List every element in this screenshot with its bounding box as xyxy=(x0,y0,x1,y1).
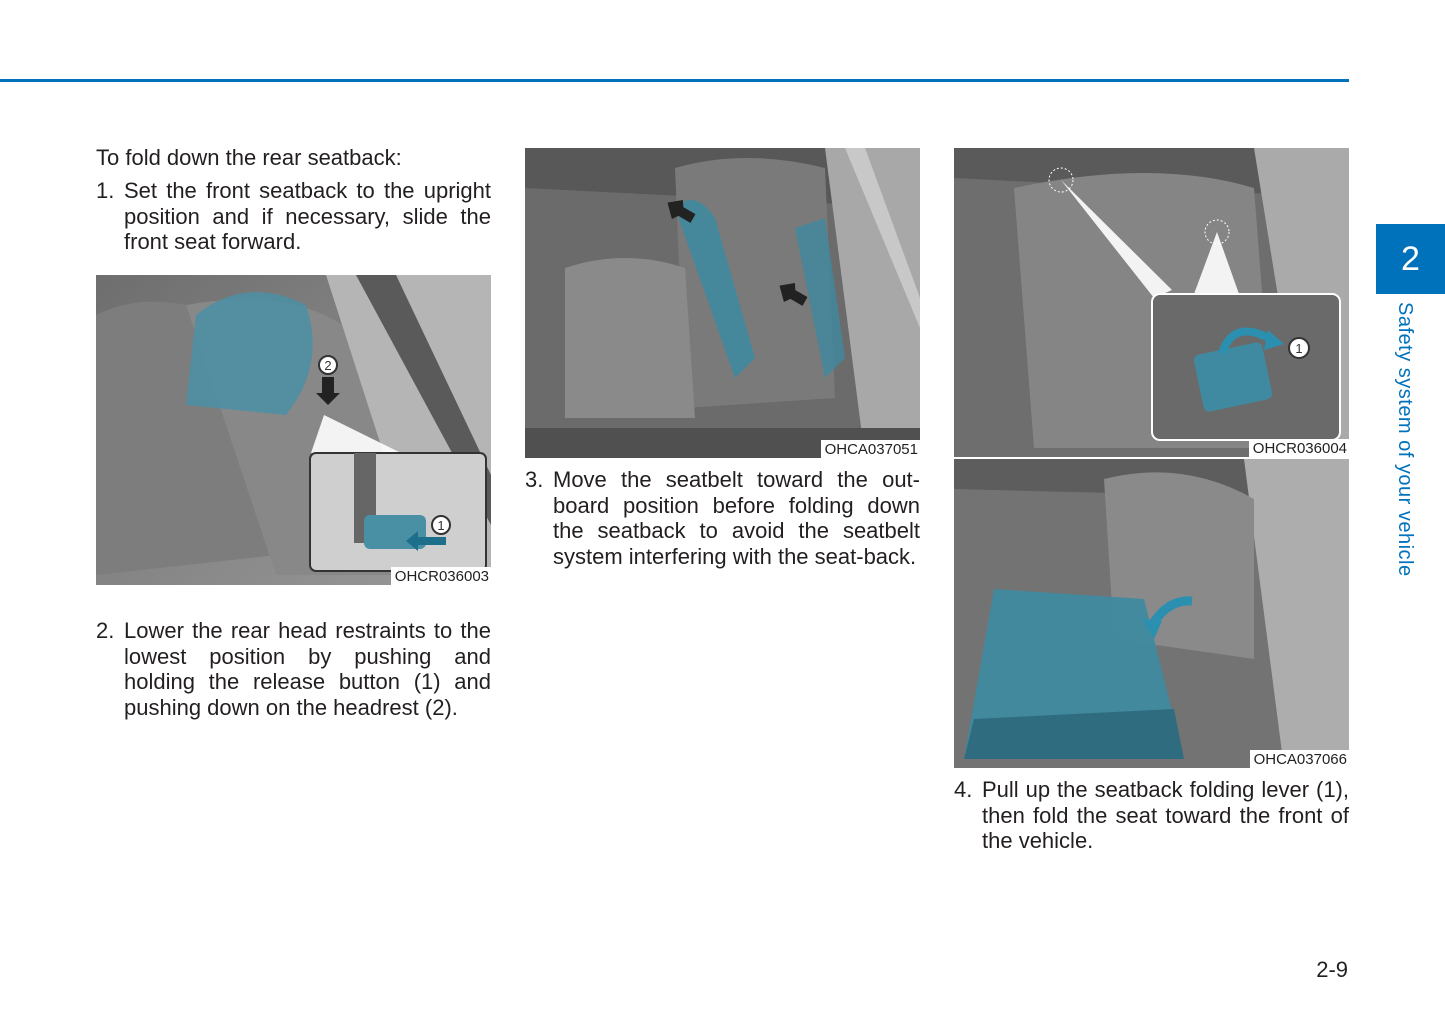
step-3 xyxy=(525,467,920,569)
chapter-number: 2 xyxy=(1401,239,1420,278)
callout-1: 1 xyxy=(437,518,445,533)
step-4 xyxy=(954,777,1349,854)
figure-code: OHCR036003 xyxy=(391,567,491,585)
chapter-title: Safety system of your vehicle xyxy=(1394,302,1416,577)
figure-folding-lever-illustration xyxy=(954,148,1349,457)
callout-2: 2 xyxy=(324,358,332,373)
step-3-text: Move the seatbelt toward the out-board position before folding down the seatback to avoid the seatbelt system interfering with the seat-back. xyxy=(553,467,920,569)
figure-headrest-illustration xyxy=(96,275,491,585)
figure-code: OHCA037066 xyxy=(1250,750,1349,768)
chapter-tab[interactable] xyxy=(1376,224,1445,294)
figure-seat-folded xyxy=(954,459,1349,768)
step-2 xyxy=(96,618,491,720)
step-1 xyxy=(96,178,491,255)
header-rule xyxy=(0,79,1349,82)
figure-code: OHCR036004 xyxy=(1249,439,1349,457)
figure-folding-lever xyxy=(954,148,1349,457)
step-1-number: 1. xyxy=(96,178,115,203)
step-1-text: Set the front seatback to the upright position and if necessary, slide the front seat forward. xyxy=(124,178,491,254)
step-4-number: 4. xyxy=(954,777,973,802)
figure-seat-folded-illustration xyxy=(954,459,1349,768)
intro-text: To fold down the rear seatback: xyxy=(96,145,402,170)
callout-1: 1 xyxy=(1295,341,1303,356)
figure-seatbelt xyxy=(525,148,920,458)
page-number: 2-9 xyxy=(1316,957,1348,982)
step-4-text: Pull up the seatback folding lever (1), then fold the seat toward the front of the vehicle. xyxy=(982,777,1349,853)
step-2-text: Lower the rear head restraints to the lowest position by pushing and holding the release button (1) and pushing down on the headrest (2). xyxy=(124,618,491,720)
step-3-number: 3. xyxy=(525,467,544,492)
step-2-number: 2. xyxy=(96,618,115,643)
figure-code: OHCA037051 xyxy=(821,440,920,458)
figure-headrest xyxy=(96,275,491,585)
figure-seatbelt-illustration xyxy=(525,148,920,458)
